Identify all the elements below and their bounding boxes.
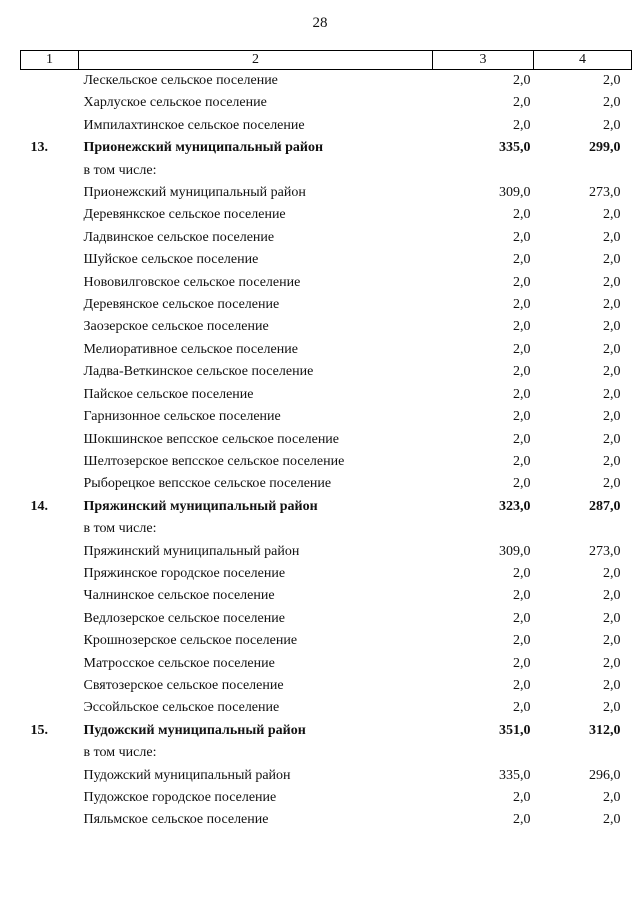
value-col-4: 2,0	[603, 73, 621, 88]
row-number	[21, 384, 79, 406]
municipality-name: Пряжинский муниципальный район	[83, 543, 300, 559]
municipality-name: Пудожский муниципальный район	[83, 767, 291, 783]
value-col-4: 287,0	[589, 498, 621, 514]
value-col-3: 2,0	[513, 431, 531, 447]
value-col-4: 2,0	[603, 386, 621, 402]
value-col-3: 2,0	[513, 655, 531, 671]
value-col-4: 2,0	[603, 319, 621, 335]
row-number	[21, 160, 79, 182]
table-row	[21, 160, 632, 182]
header-col-1: 1	[21, 51, 79, 70]
value-col-3: 2,0	[513, 73, 531, 88]
value-col-4	[534, 518, 632, 540]
municipality-name: Харлуское сельское поселение	[83, 95, 267, 111]
table-row	[21, 809, 632, 831]
row-number	[21, 653, 79, 675]
municipality-name: Импилахтинское сельское поселение	[83, 117, 305, 133]
value-col-3: 2,0	[513, 364, 531, 380]
row-number	[21, 429, 79, 451]
value-col-4: 2,0	[603, 431, 621, 447]
value-col-4: 2,0	[603, 297, 621, 313]
municipality-name: Шуйское сельское поселение	[83, 252, 259, 268]
municipality-name: Пудожское городское поселение	[83, 790, 277, 805]
row-number	[21, 742, 79, 764]
table-row	[21, 429, 632, 451]
municipality-name: Заозерское сельское поселение	[83, 319, 269, 335]
value-col-3: 335,0	[499, 140, 531, 156]
table-row	[21, 204, 632, 226]
row-number	[21, 473, 79, 495]
value-col-4: 2,0	[603, 95, 621, 111]
value-col-3: 2,0	[513, 476, 531, 492]
row-number	[21, 70, 79, 93]
value-col-3: 2,0	[513, 588, 531, 604]
value-col-3: 309,0	[499, 185, 531, 201]
table-row	[21, 608, 632, 630]
value-col-4: 2,0	[603, 207, 621, 223]
table-row	[21, 384, 632, 406]
table-row	[21, 653, 632, 675]
value-col-3: 2,0	[513, 790, 531, 805]
row-number	[21, 204, 79, 226]
municipality-name: Пяльмское сельское поселение	[83, 812, 269, 828]
municipality-name: в том числе:	[83, 162, 157, 178]
row-number: 13.	[30, 140, 48, 156]
value-col-4: 2,0	[603, 409, 621, 425]
value-col-4: 2,0	[603, 476, 621, 492]
municipality-name: Ладва-Веткинское сельское поселение	[83, 364, 314, 380]
table-row	[21, 406, 632, 428]
value-col-4: 299,0	[589, 140, 621, 156]
municipality-name: Ладвинское сельское поселение	[83, 229, 275, 245]
municipality-name: Матросское сельское поселение	[83, 655, 275, 671]
municipality-name: Лескельское сельское поселение	[83, 73, 278, 88]
value-col-4: 2,0	[603, 229, 621, 245]
municipality-name: Прионежский муниципальный район	[83, 140, 324, 156]
row-number	[21, 227, 79, 249]
table-row	[21, 630, 632, 652]
value-col-4: 296,0	[589, 767, 621, 783]
value-col-4: 2,0	[603, 364, 621, 380]
value-col-3: 2,0	[513, 677, 531, 693]
value-col-3: 2,0	[513, 565, 531, 581]
row-number	[21, 182, 79, 204]
row-number	[21, 451, 79, 473]
table-row	[21, 361, 632, 383]
value-col-3: 2,0	[513, 274, 531, 290]
value-col-4: 2,0	[603, 700, 621, 716]
value-col-3: 2,0	[513, 453, 531, 469]
row-number	[21, 563, 79, 585]
value-col-3: 2,0	[513, 386, 531, 402]
table-row	[21, 742, 632, 764]
value-col-3: 2,0	[513, 229, 531, 245]
header-row	[21, 51, 632, 70]
table-row	[21, 294, 632, 316]
table-row	[21, 518, 632, 540]
value-col-3: 2,0	[513, 700, 531, 716]
municipality-name: Деревянкское сельское поселение	[83, 207, 286, 223]
table-row	[21, 697, 632, 719]
table-row	[21, 70, 632, 93]
value-col-4: 2,0	[603, 677, 621, 693]
table-body	[21, 70, 632, 832]
value-col-4: 2,0	[603, 633, 621, 649]
row-number	[21, 92, 79, 114]
header-col-3: 3	[433, 51, 534, 70]
municipality-name: Шелтозерское вепсское сельское поселение	[83, 453, 345, 469]
value-col-3: 2,0	[513, 610, 531, 626]
value-col-3: 2,0	[513, 812, 531, 828]
value-col-3: 2,0	[513, 409, 531, 425]
value-col-3: 2,0	[513, 297, 531, 313]
table-row	[21, 249, 632, 271]
municipality-name: Деревянское сельское поселение	[83, 297, 280, 313]
header-col-2: 2	[79, 51, 433, 70]
row-number	[21, 809, 79, 831]
municipality-name: Крошнозерское сельское поселение	[83, 633, 298, 649]
value-col-4	[534, 742, 632, 764]
municipality-name: Пряжинское городское поселение	[83, 565, 286, 581]
municipality-name: Пайское сельское поселение	[83, 386, 254, 402]
value-col-3: 351,0	[499, 722, 531, 738]
table-row	[21, 451, 632, 473]
value-col-4: 2,0	[603, 812, 621, 828]
value-col-3	[433, 742, 534, 764]
municipality-name: Чалнинское сельское поселение	[83, 588, 275, 604]
row-number	[21, 585, 79, 607]
row-number	[21, 361, 79, 383]
value-col-4: 2,0	[603, 588, 621, 604]
row-number: 15.	[30, 722, 48, 738]
table-row	[21, 182, 632, 204]
value-col-4: 2,0	[603, 565, 621, 581]
value-col-3: 2,0	[513, 633, 531, 649]
row-number: 14.	[30, 498, 48, 514]
value-col-4	[534, 160, 632, 182]
table-row	[21, 585, 632, 607]
value-col-4: 2,0	[603, 790, 621, 805]
row-number	[21, 316, 79, 338]
value-col-3: 2,0	[513, 117, 531, 133]
table-row	[21, 563, 632, 585]
table-row	[21, 316, 632, 338]
table-row	[21, 272, 632, 294]
table-row	[21, 115, 632, 137]
municipality-name: Пудожский муниципальный район	[83, 722, 306, 738]
table-row	[21, 541, 632, 563]
value-col-3: 2,0	[513, 95, 531, 111]
row-number	[21, 697, 79, 719]
value-col-3: 309,0	[499, 543, 531, 559]
value-col-4: 2,0	[603, 252, 621, 268]
municipality-name: Мелиоративное сельское поселение	[83, 341, 298, 357]
table-row	[21, 473, 632, 495]
municipality-name: Гарнизонное сельское поселение	[83, 409, 281, 425]
row-number	[21, 765, 79, 787]
municipality-name: в том числе:	[83, 521, 157, 537]
row-number	[21, 608, 79, 630]
value-col-3: 323,0	[499, 498, 531, 514]
row-number	[21, 272, 79, 294]
row-number	[21, 406, 79, 428]
header-col-4: 4	[534, 51, 632, 70]
table-header	[21, 51, 632, 70]
municipality-name: Шокшинское вепсское сельское поселение	[83, 431, 340, 447]
row-number	[21, 787, 79, 809]
value-col-4: 273,0	[589, 543, 621, 559]
row-number	[21, 249, 79, 271]
municipality-name: Прионежский муниципальный район	[83, 185, 306, 201]
district-total-row	[21, 137, 632, 159]
value-col-4: 2,0	[603, 610, 621, 626]
municipality-name: Рыборецкое вепсское сельское поселение	[83, 476, 332, 492]
municipality-name: Ведлозерское сельское поселение	[83, 610, 285, 626]
row-number	[21, 675, 79, 697]
value-col-4: 2,0	[603, 453, 621, 469]
page-number: 28	[312, 15, 328, 31]
municipality-name: Святозерское сельское поселение	[83, 677, 284, 693]
value-col-4: 312,0	[589, 722, 621, 738]
row-number	[21, 630, 79, 652]
row-number	[21, 115, 79, 137]
municipality-name: Пряжинский муниципальный район	[83, 498, 318, 514]
row-number	[21, 294, 79, 316]
district-total-row	[21, 496, 632, 518]
table-row	[21, 787, 632, 809]
value-col-4: 2,0	[603, 655, 621, 671]
row-number	[21, 339, 79, 361]
value-col-3: 2,0	[513, 207, 531, 223]
table-row	[21, 339, 632, 361]
value-col-3: 2,0	[513, 341, 531, 357]
municipality-name: в том числе:	[83, 745, 157, 761]
municipality-name: Эссойльское сельское поселение	[83, 700, 280, 716]
value-col-4: 273,0	[589, 185, 621, 201]
table-row	[21, 675, 632, 697]
table-row	[21, 227, 632, 249]
value-col-4: 2,0	[603, 274, 621, 290]
district-total-row	[21, 720, 632, 742]
row-number	[21, 518, 79, 540]
row-number	[21, 541, 79, 563]
value-col-4: 2,0	[603, 117, 621, 133]
value-col-3	[433, 518, 534, 540]
value-col-3: 335,0	[499, 767, 531, 783]
table-row	[21, 765, 632, 787]
value-col-3	[433, 160, 534, 182]
table-row	[21, 92, 632, 114]
value-col-3: 2,0	[513, 319, 531, 335]
municipality-name: Нововилговское сельское поселение	[83, 274, 301, 290]
allocation-table	[20, 50, 632, 832]
value-col-3: 2,0	[513, 252, 531, 268]
value-col-4: 2,0	[603, 341, 621, 357]
